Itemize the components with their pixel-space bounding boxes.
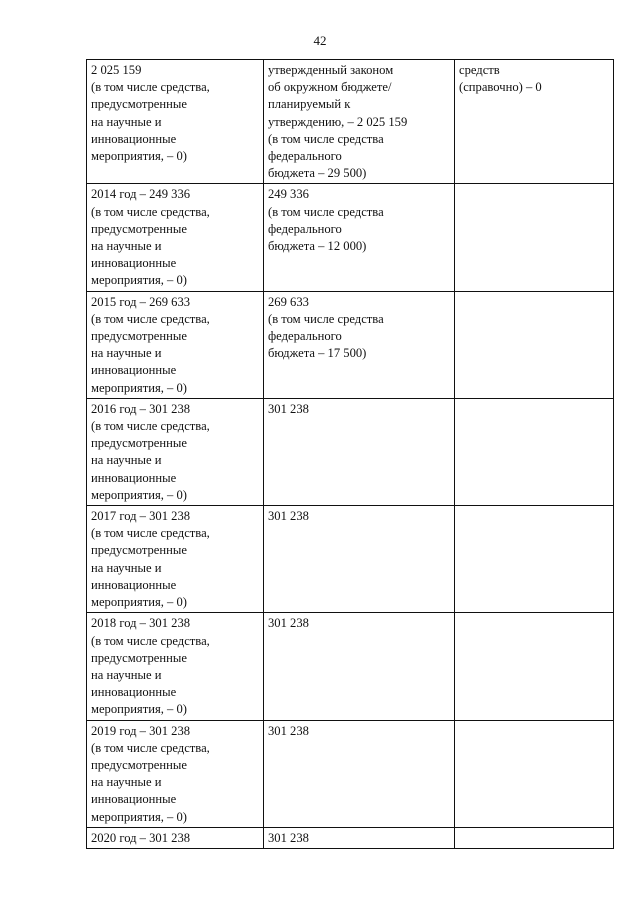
table-row (87, 720, 614, 827)
table-cell-total: 2016 год – 301 238 (в том числе средства, предусмотренные на научные и инновационные мероприятия, – 0) (87, 398, 264, 505)
table-row (87, 827, 614, 848)
table-cell-other-funds: средств (справочно) – 0 (455, 60, 614, 184)
page-number: 42 (313, 33, 327, 48)
table-cell-district-budget: 269 633 (в том числе средства федерального бюджета – 17 500) (264, 291, 455, 398)
table-row (87, 398, 614, 505)
table-cell-other-funds (455, 184, 614, 291)
table-cell-total: 2017 год – 301 238 (в том числе средства, предусмотренные на научные и инновационные мероприятия, – 0) (87, 506, 264, 613)
table-cell-total: 2 025 159 (в том числе средства, предусмотренные на научные и инновационные мероприятия, – 0) (87, 60, 264, 184)
table-cell-total: 2019 год – 301 238 (в том числе средства, предусмотренные на научные и инновационные мероприятия, – 0) (87, 720, 264, 827)
table-cell-other-funds (455, 613, 614, 720)
budget-table (86, 59, 614, 849)
table-cell-other-funds (455, 506, 614, 613)
table-row (87, 613, 614, 720)
table-cell-total: 2018 год – 301 238 (в том числе средства, предусмотренные на научные и инновационные мероприятия, – 0) (87, 613, 264, 720)
table-cell-district-budget: 301 238 (264, 613, 455, 720)
table-row (87, 184, 614, 291)
table-cell-district-budget: утвержденный законом об окружном бюджете/ планируемый к утверждению, – 2 025 159 (в том числе средства федерального бюджета – 29 500) (264, 60, 455, 184)
table-row (87, 60, 614, 184)
table-cell-district-budget: 249 336 (в том числе средства федерального бюджета – 12 000) (264, 184, 455, 291)
table-cell-other-funds (455, 398, 614, 505)
table-cell-other-funds (455, 827, 614, 848)
table-cell-district-budget: 301 238 (264, 720, 455, 827)
table-cell-other-funds (455, 720, 614, 827)
table-row (87, 506, 614, 613)
table-cell-district-budget: 301 238 (264, 398, 455, 505)
table-cell-total: 2014 год – 249 336 (в том числе средства, предусмотренные на научные и инновационные мероприятия, – 0) (87, 184, 264, 291)
table-cell-total: 2015 год – 269 633 (в том числе средства, предусмотренные на научные и инновационные мероприятия, – 0) (87, 291, 264, 398)
table-cell-district-budget: 301 238 (264, 506, 455, 613)
table-cell-district-budget: 301 238 (264, 827, 455, 848)
table-cell-total: 2020 год – 301 238 (87, 827, 264, 848)
table-cell-other-funds (455, 291, 614, 398)
table-row (87, 291, 614, 398)
